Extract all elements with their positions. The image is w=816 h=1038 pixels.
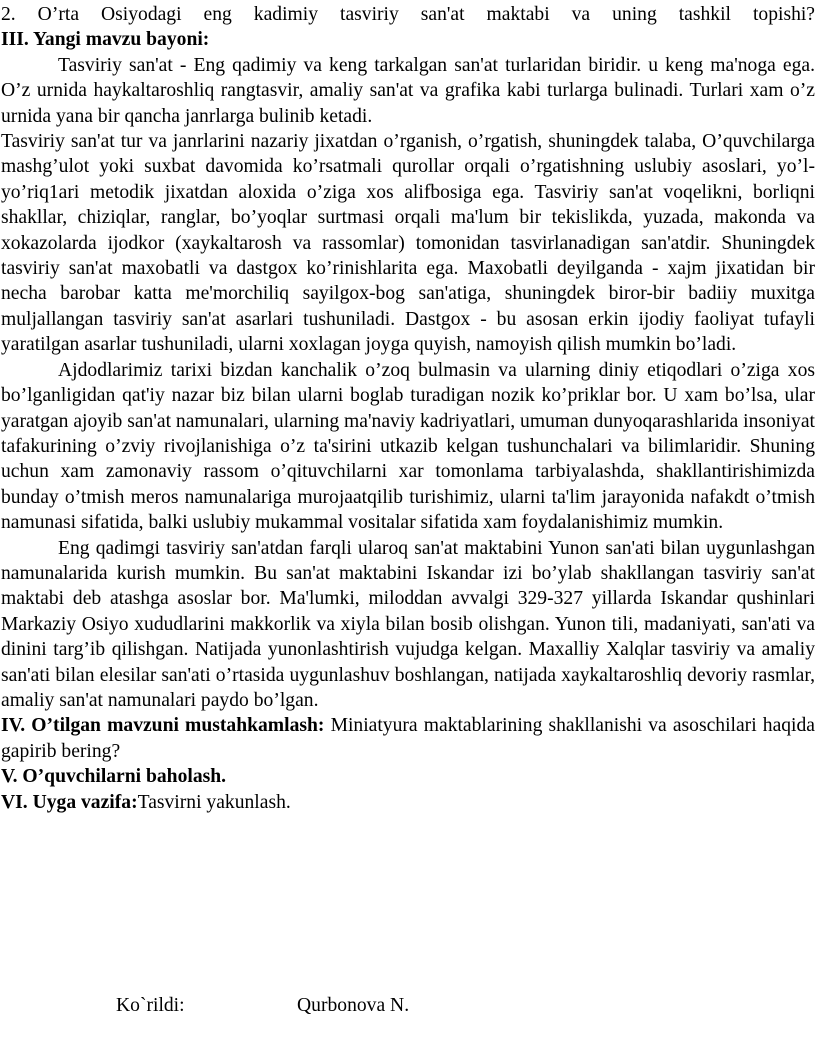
section-3-paragraph-1: Tasviriy san'at - Eng qadimiy va keng tarkalgan san'at turlaridan biridir. u keng ma'noga ega. O’z urnida haykaltaroshliq rangtasvir, amaliy san'at va grafika kabi turlarga bulinadi. Turlari xam o’z urnida yana bir qancha janrlarga bulinib ketadi. [1,54,815,127]
section-3-paragraph-2: Tasviriy san'at tur va janrlarini nazariy jixatdan o’rganish, o’rgatish, shuningdek talaba, O’quvchilarga mashg’ulot yoki suxbat davomida ko’rsatmali qurollar orqali o’rgatishning uslubiy asoslari, yo’l-yo’riq1ari metodik jixatdan aloxida o’ziga xos alifbosiga ega. Tasviriy san'at voqelikni, borliqni shakllar, chiziqlar, ranglar, bo’yoqlar surtmasi orqali ma'lum bir tekislikda, yuzada, makonda va xokazolarda ijodkor (xaykaltarosh va rassomlar) tomonidan tasvirlanadigan san'atdir. Shuningdek tasviriy san'at maxobatli va dastgox ko’rinishlarita ega. Maxobatli deyilganda - xajm jixatidan bir necha barobar katta me'morchiliq sayilgox-bog san'atiga, shuningdek biror-bir badiiy muxitga muljallangan tasviriy san'at asarlari tushuniladi. Dastgox - bu asosan erkin ijodiy faoliyat tufayli yaratilgan asarlar tushuniladi, ularni xoxlagan joyga quyish, namoyish qilish mumkin bo’ladi. [1,131,815,356]
signature-label: Ko`rildi: [116,995,185,1016]
signature-block [116,993,410,1018]
section-4 [1,713,815,764]
section-3-heading: III. Yangi mavzu bayoni: [1,29,210,51]
section-4-text: Miniatyura maktablarining shakllanishi va asoschilari haqida gapirib bering? [1,715,815,762]
section-6 [1,790,816,815]
signature-name: Qurbonova N. [297,995,410,1016]
section-5-heading: V. O’quvchilarni baholash. [1,766,227,788]
question-2: 2. O’rta Osiyodagi eng kadimiy tasviriy san'at maktabi va uning tashkil topishi? [1,4,815,25]
section-3-paragraph-4: Eng qadimgi tasviriy san'atdan farqli ularoq san'at maktabini Yunon san'ati bilan uygunlashgan namunalarida kurish mumkin. Bu san'at maktabini Iskandar izi bo’ylab shakllangan tasviriy san'at maktabi deb atashga asoslar bor. Ma'lumki, miloddan avvalgi 329-327 yillarda Iskandar qushinlari Markaziy Osiyo xududlarini makkorlik va xiyla bilan bosib olishgan. Yunon tili, madaniyati, san'ati va dinini targ’ib qilishgan. Natijada yunonlashtirish vujudga kelgan. Maxalliy Xalqlar tasviriy va amaliy san'ati bilan elesilar san'ati o’rtasida uygunlashuv boshlangan, natijada xaykaltaroshliq devoriy rasmlar, amaliy san'at namunalari paydo bo’lgan. [1,537,815,711]
section-6-text: Tasvirni yakunlash. [137,791,291,813]
section-4-heading: IV. O’tilgan mavzuni mustahkamlash: [1,715,325,737]
section-6-heading: VI. Uyga vazifa: [1,791,138,813]
section-3-paragraph-3: Ajdodlarimiz tarixi bizdan kanchalik o’zoq bulmasin va ularning diniy etiqodlari o’ziga xos bo’lganligidan qat'iy nazar biz bilan ularni boglab turadigan nozik ko’priklar bor. U xam bo’lsa, ular yaratgan ajoyib san'at namunalari, ularning ma'naviy kadriyatlari, umuman dunyoqarashlarida insoniyat tafakurining o’zviy rivojlanishiga o’z ta'sirini utkazib kelgan tushunchalari va bilimlaridir. Shuning uchun xam zamonaviy rassom o’qituvchilarni xar tomonlama tarbiyalashda, shakllantirishimizda bunday o’tmish meros namunalariga murojaatqilib turishimiz, ularni ta'lim jarayonida nafakdt o’tmish namunasi sifatida, balki uslubiy mukammal vositalar sifatida xam foydalanishimiz mumkin. [1,359,815,534]
